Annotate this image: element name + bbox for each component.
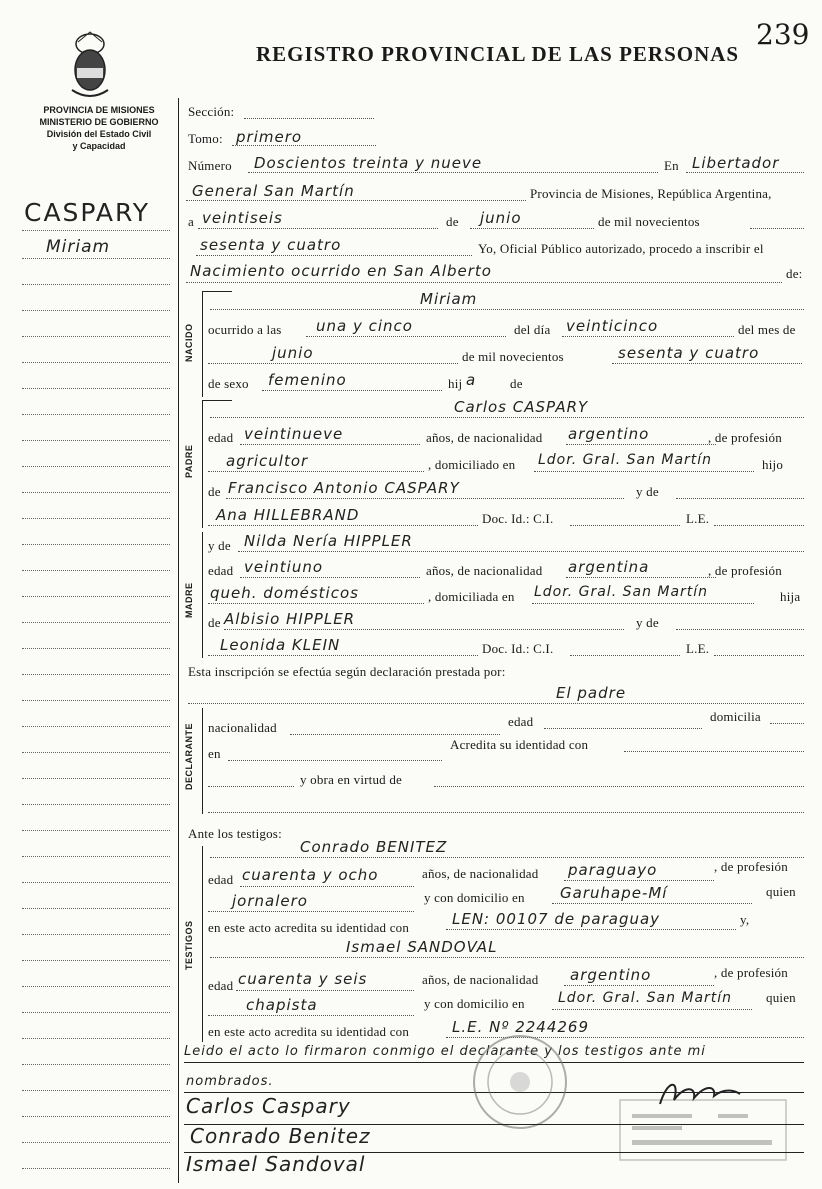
margin-surname: CASPARY (24, 198, 151, 227)
margin-line (22, 310, 170, 311)
official-seal-round (470, 1032, 570, 1132)
padre-bracket (202, 400, 203, 528)
tomo-label: Tomo: (188, 131, 223, 146)
margin-line (22, 362, 170, 363)
margin-line (22, 518, 170, 519)
father-nationality-line (566, 444, 716, 445)
margin-line (22, 1142, 170, 1143)
testigos-bracket (202, 846, 203, 1042)
mother-le-line (714, 655, 804, 656)
signature-2: Conrado Benitez (190, 1124, 371, 1148)
witness2-nacionalidad-label: años, de nacionalidad (422, 972, 539, 987)
birth-day-line (562, 336, 734, 337)
mother-edad-label: edad (208, 563, 234, 578)
signature-1: Carlos Caspary (186, 1094, 351, 1118)
margin-given-name: Miriam (46, 237, 111, 257)
margin-line (22, 336, 170, 337)
place-value-1: Libertador (692, 154, 780, 172)
declarant-blank-line (208, 786, 294, 787)
witness2-domicilio-label: y con domicilio en (424, 996, 525, 1011)
de-colon: de: (786, 266, 803, 281)
margin-line (22, 700, 170, 701)
birth-month-line (208, 363, 458, 364)
father-de-label: de (208, 484, 221, 499)
father-profesion-label: , de profesión (708, 430, 782, 445)
declarant-obra-label: y obra en virtud de (300, 772, 402, 787)
witness2-quien-label: quien (766, 990, 796, 1005)
declarant-extra-line (208, 812, 804, 813)
margin-line (22, 674, 170, 675)
father-y-de-label: y de (636, 484, 659, 499)
en-label: En (664, 158, 679, 173)
witnesses-intro: Ante los testigos: (188, 826, 282, 841)
declarant-acredita-label: Acredita su identidad con (450, 737, 589, 752)
witness1-nationality: paraguayo (568, 861, 658, 879)
margin-line (22, 1064, 170, 1065)
declarant-nacionalidad-label: nacionalidad (208, 720, 277, 735)
margin-line (22, 778, 170, 779)
mother-hija-label: hija (780, 589, 801, 604)
witness1-name-line (210, 857, 804, 858)
authority-line-capacity: y Capacidad (72, 141, 126, 151)
event-value: Nacimiento ocurrido en San Alberto (190, 262, 492, 280)
closing-line-2: nombrados. (186, 1074, 274, 1089)
authority-block (20, 104, 178, 152)
province-text: Provincia de Misiones, República Argentina, (530, 186, 772, 201)
mother-profesion-label: , de profesión (708, 563, 782, 578)
witness1-nationality-line (564, 880, 714, 881)
margin-line (22, 856, 170, 857)
coat-of-arms-emblem (68, 30, 112, 100)
numero-label: Número (188, 158, 232, 173)
margin-line (22, 284, 170, 285)
child-name: Miriam (420, 290, 478, 308)
father-le-label: L.E. (686, 511, 710, 526)
witness1-age: cuarenta y ocho (242, 866, 379, 884)
witness2-nationality-line (564, 985, 714, 986)
authority-line-division: División del Estado Civil (46, 129, 152, 139)
witness1-age-line (240, 886, 414, 887)
mother-y-de2-line (676, 629, 804, 630)
witness1-profession-line (208, 911, 414, 912)
witness2-name-line (210, 957, 804, 958)
mother-le-label: L.E. (686, 641, 710, 656)
ocurrido-label: ocurrido a las (208, 322, 282, 337)
sex-line (262, 390, 442, 391)
mother-age-line (240, 577, 420, 578)
margin-line (22, 258, 170, 259)
del-dia-label: del día (514, 322, 551, 337)
mother-nacionalidad-label: años, de nacionalidad (426, 563, 543, 578)
mother-nationality-value: argentina (568, 558, 650, 576)
mother-profession-value: queh. domésticos (210, 584, 359, 602)
margin-line (22, 986, 170, 987)
witness2-profession-line (208, 1015, 414, 1016)
declarant-intro: Esta inscripción se efectúa según declaración prestada por: (188, 664, 506, 679)
margin-line (22, 960, 170, 961)
margin-line (22, 570, 170, 571)
mother-age-value: veintiuno (244, 558, 324, 576)
father-parent1: Francisco Antonio CASPARY (228, 479, 460, 497)
witness2-domicile-line (552, 1009, 752, 1010)
declarant-acredita-line (624, 751, 804, 752)
month-value: junio (480, 209, 522, 227)
margin-line (22, 908, 170, 909)
del-mes-label: del mes de (738, 322, 796, 337)
witness2-id: L.E. Nº 2244269 (452, 1018, 589, 1036)
time-value: una y cinco (316, 317, 413, 335)
witness1-domicile-line (552, 903, 752, 904)
father-domicilio-label: , domiciliado en (428, 457, 516, 472)
nacido-top-rule (202, 291, 232, 292)
mother-doc-line (570, 655, 680, 656)
madre-bracket (202, 532, 203, 658)
declarant-en-label: en (208, 746, 221, 761)
mother-name: Nilda Nería HIPPLER (244, 532, 413, 550)
mother-parent2-line (208, 655, 478, 656)
witness1-edad-label: edad (208, 872, 234, 887)
day-line (198, 228, 438, 229)
margin-line (22, 492, 170, 493)
margin-line (22, 414, 170, 415)
witness2-edad-label: edad (208, 978, 234, 993)
place-line-1 (686, 172, 804, 173)
birth-year-line (612, 363, 802, 364)
closing-line-1: Leido el acto lo firmaron conmigo el declarante y los testigos ante mi (184, 1044, 706, 1059)
father-domicile-value: Ldor. Gral. San Martín (538, 452, 713, 468)
margin-line (22, 726, 170, 727)
declarant-edad-label: edad (508, 714, 534, 729)
margin-line (22, 1168, 170, 1169)
declarant-nacionalidad-line (290, 734, 500, 735)
margin-line (22, 440, 170, 441)
margin-line (22, 596, 170, 597)
margin-line (22, 1038, 170, 1039)
witness2-profesion-label: , de profesión (714, 965, 788, 980)
father-name: Carlos CASPARY (454, 398, 589, 416)
mother-y-de-label: y de (208, 538, 231, 553)
seccion-line (244, 118, 374, 119)
birth-day-value: veinticinco (566, 317, 659, 335)
witness2-nationality: argentino (570, 966, 652, 984)
declarant-value: El padre (556, 684, 627, 702)
day-value: veintiseis (202, 209, 283, 227)
declarante-label: DECLARANTE (184, 723, 194, 790)
tomo-value: primero (236, 128, 303, 146)
place-line-2 (186, 200, 526, 201)
witness1-name: Conrado BENITEZ (300, 838, 448, 856)
officer-signature-mark (654, 1076, 744, 1110)
officer-text: Yo, Oficial Público autorizado, procedo a inscribir el (478, 241, 764, 256)
father-age-value: veintinueve (244, 425, 344, 443)
witness1-domicilio-label: y con domicilio en (424, 890, 525, 905)
mother-nationality-line (566, 577, 716, 578)
margin-line (22, 388, 170, 389)
margin-line (22, 830, 170, 831)
father-doc-label: Doc. Id.: C.I. (482, 511, 554, 526)
mother-doc-label: Doc. Id.: C.I. (482, 641, 554, 656)
father-edad-label: edad (208, 430, 234, 445)
nacido-label: NACIDO (184, 323, 194, 362)
mother-domicile-line (532, 603, 754, 604)
mother-parent2: Leonida KLEIN (220, 636, 341, 654)
mother-domicilio-label: , domiciliada en (428, 589, 515, 604)
witness2-profession: chapista (246, 996, 318, 1014)
margin-line (22, 934, 170, 935)
declarant-domicilia-label: domicilia (710, 709, 761, 724)
margin-line (22, 1116, 170, 1117)
year-line (196, 255, 472, 256)
madre-label: MADRE (184, 582, 194, 618)
witness1-profession: jornalero (232, 892, 308, 910)
father-doc-line (570, 525, 680, 526)
witness1-suffix: y, (740, 912, 750, 927)
margin-line (22, 622, 170, 623)
mil-novecientos: de mil novecientos (598, 214, 700, 229)
witness1-profesion-label: , de profesión (714, 859, 788, 874)
margin-line (22, 466, 170, 467)
mother-parent1: Albisio HIPPLER (224, 610, 356, 628)
hij-de-label: de (510, 376, 523, 391)
father-age-line (240, 444, 420, 445)
margin-line (22, 1012, 170, 1013)
declarant-value-line (188, 703, 804, 704)
place-value-2: General San Martín (192, 182, 355, 200)
year-value: sesenta y cuatro (200, 236, 342, 254)
child-name-line (210, 309, 804, 310)
nacido-bracket (202, 291, 203, 397)
a-label: a (188, 214, 194, 229)
father-parent1-line (226, 498, 624, 499)
witness1-quien-label: quien (766, 884, 796, 899)
witness2-name: Ismael SANDOVAL (346, 938, 498, 956)
mother-profession-line (208, 603, 424, 604)
hij-label: hij (448, 376, 463, 391)
mil-line (750, 228, 804, 229)
father-parent2-line (208, 525, 478, 526)
witness1-id: LEN: 00107 de paraguay (452, 910, 661, 928)
sex-value: femenino (268, 371, 347, 389)
declarant-en-line (228, 760, 442, 761)
mother-de-label: de (208, 615, 221, 630)
margin-line (22, 804, 170, 805)
numero-value: Doscientos treinta y nueve (254, 154, 483, 172)
margin-line (22, 882, 170, 883)
birth-year-value: sesenta y cuatro (618, 344, 760, 362)
witness2-age-line (236, 990, 414, 991)
declarant-obra-line (434, 786, 804, 787)
father-name-line (210, 417, 804, 418)
margin-line (22, 230, 170, 231)
father-profession-value: agricultor (226, 452, 309, 470)
margin-line (22, 544, 170, 545)
witness1-domicile: Garuhape-Mí (560, 884, 668, 902)
father-y-de-line (676, 498, 804, 499)
de-label: de (446, 214, 459, 229)
event-line (186, 282, 782, 283)
main-border (178, 98, 179, 1183)
witness2-domicile: Ldor. Gral. San Martín (558, 990, 733, 1006)
father-domicile-line (534, 471, 754, 472)
authority-line-province: PROVINCIA DE MISIONES (43, 105, 155, 115)
father-nationality-value: argentino (568, 425, 650, 443)
tomo-line (232, 145, 376, 146)
father-profession-line (208, 471, 424, 472)
father-nacionalidad-label: años, de nacionalidad (426, 430, 543, 445)
father-le-line (714, 525, 804, 526)
mother-parent1-line (224, 629, 624, 630)
witness1-acredita-label: en este acto acredita su identidad con (208, 920, 410, 935)
registry-title: REGISTRO PROVINCIAL DE LAS PERSONAS (256, 42, 740, 66)
margin-line (22, 1090, 170, 1091)
numero-line (248, 172, 658, 173)
father-hijo-label: hijo (762, 457, 784, 472)
witness1-id-line (446, 929, 736, 930)
padre-top-rule (202, 400, 232, 401)
signature-3: Ismael Sandoval (186, 1152, 366, 1176)
month-line (470, 228, 594, 229)
margin-line (22, 648, 170, 649)
mother-name-line (238, 551, 804, 552)
margin-line (22, 752, 170, 753)
seccion-label: Sección: (188, 104, 235, 119)
declarante-bracket (202, 708, 203, 814)
witness2-age: cuarenta y seis (238, 970, 368, 988)
padre-label: PADRE (184, 444, 194, 478)
witness1-nacionalidad-label: años, de nacionalidad (422, 866, 539, 881)
hij-suffix: a (466, 371, 477, 389)
declarant-edad-line (544, 728, 702, 729)
time-line (306, 336, 506, 337)
mother-domicile-value: Ldor. Gral. San Martín (534, 584, 709, 600)
declarant-domicilia-line (770, 723, 804, 724)
testigos-label: TESTIGOS (184, 920, 194, 970)
birth-mil-novecientos: de mil novecientos (462, 349, 564, 364)
birth-month-value: junio (272, 344, 314, 362)
authority-line-ministry: MINISTERIO DE GOBIERNO (39, 117, 159, 127)
mother-y-de2-label: y de (636, 615, 659, 630)
witness2-acredita-label: en este acto acredita su identidad con (208, 1024, 410, 1039)
sexo-label: de sexo (208, 376, 249, 391)
page-number: 239 (756, 18, 810, 51)
father-parent2: Ana HILLEBRAND (216, 506, 360, 524)
